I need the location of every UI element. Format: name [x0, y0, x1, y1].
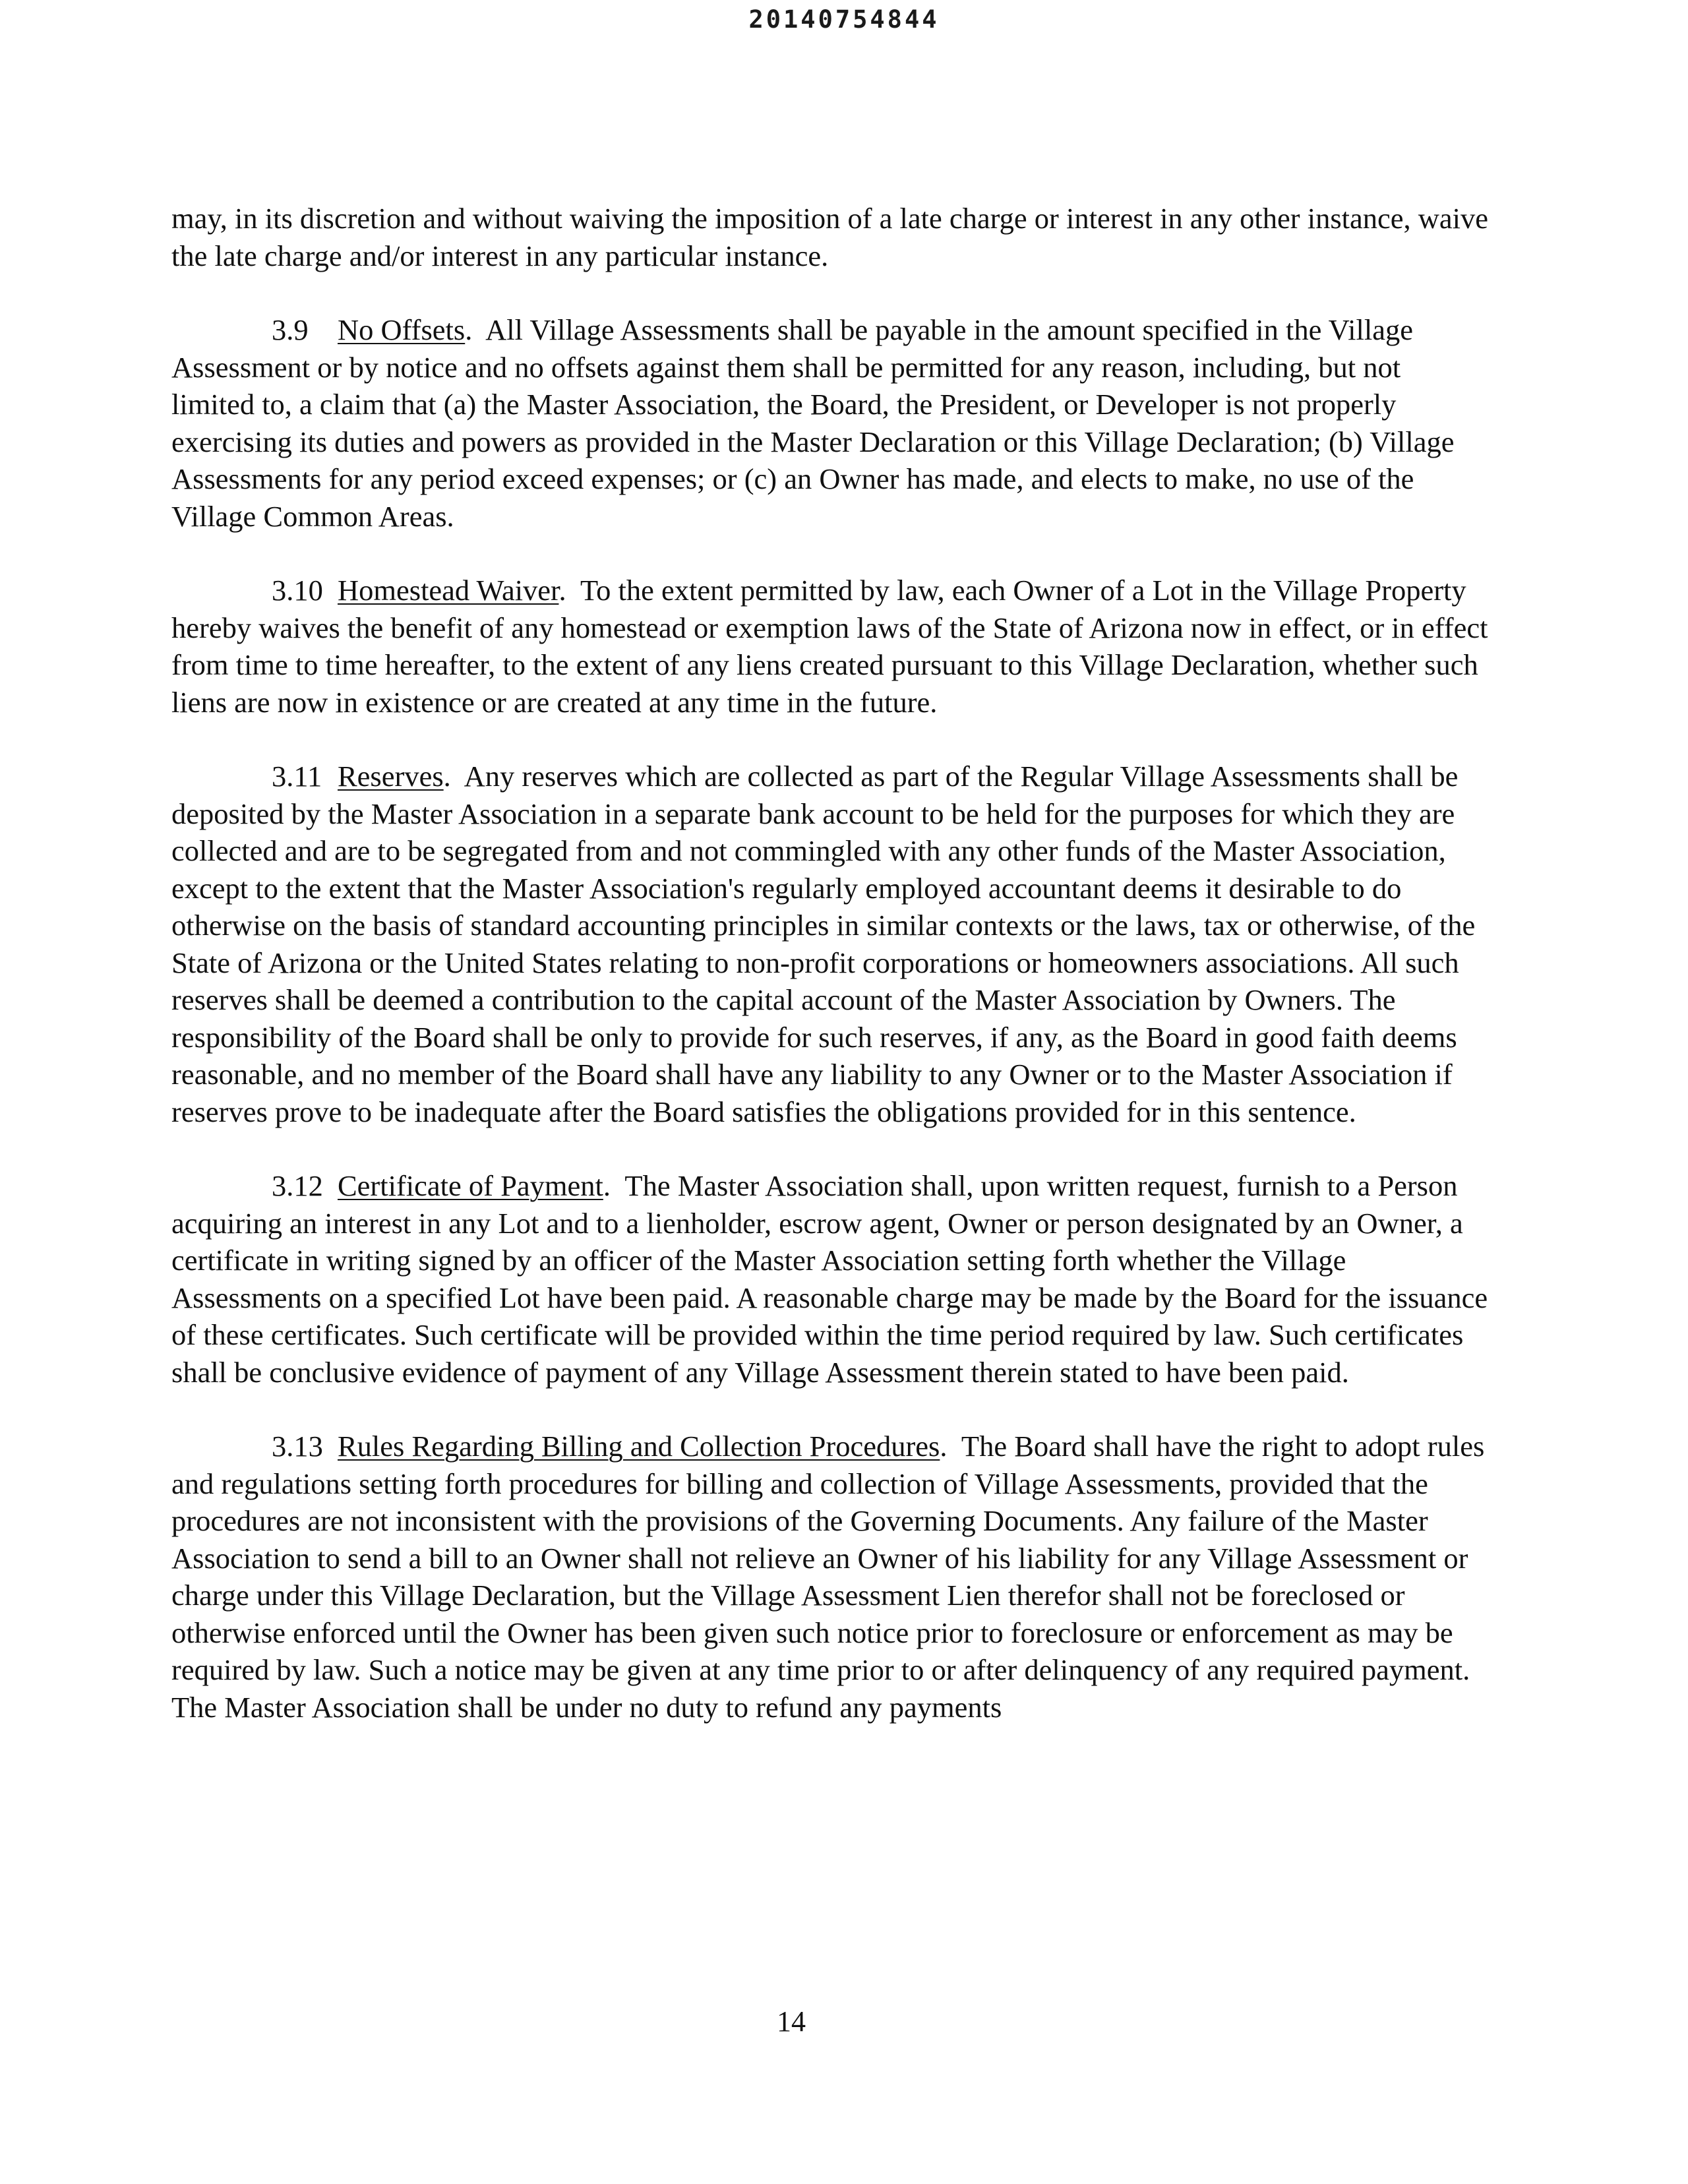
- document-number: 20140754844: [748, 5, 940, 34]
- section-3-9: 3.9 No Offsets. All Village Assessments shall be payable in the amount specified in the Village Assessment or by notice and no offsets against them shall be permitted for any reason, including, but not limited to, a claim that (a) the Master Association, the Board, the President, or Developer is not properly exercising its duties and powers as provided in the Master Declaration or this Village Declaration; (b) Village Assessments for any period exceed expenses; or (c) an Owner has made, and elects to make, no use of the Village Common Areas.: [171, 311, 1490, 535]
- section-title: Rules Regarding Billing and Collection Procedures: [338, 1430, 940, 1463]
- section-number: 3.11: [272, 760, 322, 793]
- intro-paragraph: [171, 200, 1490, 274]
- section-3-12: 3.12 Certificate of Payment. The Master Association shall, upon written request, furnish to a Person acquiring an interest in any Lot and to a lienholder, escrow agent, Owner or person designated by an Owner, a certificate in writing signed by an officer of the Master Association setting forth whether the Village Assessments on a specified Lot have been paid. A reasonable charge may be made by the Board for the issuance of these certificates. Such certificate will be provided within the time period required by law. Such certificates shall be conclusive evidence of payment of any Village Assessment therein stated to have been paid.: [171, 1167, 1490, 1391]
- section-body: The Master Association shall, upon written request, furnish to a Person acquiring an interest in any Lot and to a lienholder, escrow agent, Owner or person designated by an Owner, a certificate in writing signed by an officer of the Master Association setting forth whether the Village Assessments on a specified Lot have been paid. A reasonable charge may be made by the Board for the issuance of these certificates. Such certificate will be provided within the time period required by law. Such certificates shall be conclusive evidence of payment of any Village Assessment therein stated to have been paid.: [171, 1169, 1488, 1389]
- section-body: The Board shall have the right to adopt rules and regulations setting forth procedures for billing and collection of Village Assessments, provided that the procedures are not inconsistent with the provisions of the Governing Documents. Any failure of the Master Association to send a bill to an Owner shall not relieve an Owner of his liability for any Village Assessment or charge under this Village Declaration, but the Village Assessment Lien therefor shall not be foreclosed or otherwise enforced until the Owner has been given such notice prior to foreclosure or enforcement as may be required by law. Such a notice may be given at any time prior to or after delinquency of any required payment. The Master Association shall be under no duty to refund any payments: [171, 1430, 1485, 1724]
- section-number: 3.10: [272, 574, 323, 607]
- section-title: Homestead Waiver: [338, 574, 559, 607]
- section-body: To the extent permitted by law, each Owner of a Lot in the Village Property hereby waives the benefit of any homestead or exemption laws of the State of Arizona now in effect, or in effect from time to time hereafter, to the extent of any liens created pursuant to this Village Declaration, whether such liens are now in existence or are created at any time in the future.: [171, 574, 1488, 719]
- section-3-11: 3.11 Reserves. Any reserves which are collected as part of the Regular Village Assessments shall be deposited by the Master Association in a separate bank account to be held for the purposes for which they are collected and are to be segregated from and not commingled with any other funds of the Master Association, except to the extent that the Master Association's regularly employed accountant deems it desirable to do otherwise on the basis of standard accounting principles in similar contexts or the laws, tax or otherwise, of the State of Arizona or the United States relating to non-profit corporations or homeowners associations. All such reserves shall be deemed a contribution to the capital account of the Master Association by Owners. The responsibility of the Board shall be only to provide for such reserves, if any, as the Board in good faith deems reasonable, and no member of the Board shall have any liability to any Owner or to the Master Association if reserves prove to be inadequate after the Board satisfies the obligations provided for in this sentence.: [171, 758, 1490, 1130]
- section-number: 3.9: [272, 313, 309, 346]
- section-title: Certificate of Payment: [338, 1169, 603, 1202]
- section-3-10: 3.10 Homestead Waiver. To the extent permitted by law, each Owner of a Lot in the Village Property hereby waives the benefit of any homestead or exemption laws of the State of Arizona now in effect, or in effect from time to time hereafter, to the extent of any liens created pursuant to this Village Declaration, whether such liens are now in existence or are created at any time in the future.: [171, 572, 1490, 721]
- section-body: Any reserves which are collected as part of the Regular Village Assessments shall be deposited by the Master Association in a separate bank account to be held for the purposes for which they are collected and are to be segregated from and not commingled with any other funds of the Master Association, except to the extent that the Master Association's regularly employed accountant deems it desirable to do otherwise on the basis of standard accounting principles in similar contexts or the laws, tax or otherwise, of the State of Arizona or the United States relating to non-profit corporations or homeowners associations. All such reserves shall be deemed a contribution to the capital account of the Master Association by Owners. The responsibility of the Board shall be only to provide for such reserves, if any, as the Board in good faith deems reasonable, and no member of the Board shall have any liability to any Owner or to the Master Association if reserves prove to be inadequate after the Board satisfies the obligations provided for in this sentence.: [171, 760, 1476, 1128]
- section-title: Reserves: [338, 760, 444, 793]
- section-title: No Offsets: [338, 313, 466, 346]
- intro-text: may, in its discretion and without waiving the imposition of a late charge or interest in any other instance, waive the late charge and/or interest in any particular instance.: [171, 202, 1489, 272]
- section-number: 3.13: [272, 1430, 323, 1463]
- page-number: 14: [777, 2005, 806, 2038]
- section-body: All Village Assessments shall be payable in the amount specified in the Village Assessment or by notice and no offsets against them shall be permitted for any reason, including, but not limited to, a claim that (a) the Master Association, the Board, the President, or Developer is not properly exercising its duties and powers as provided in the Master Declaration or this Village Declaration; (b) Village Assessments for any period exceed expenses; or (c) an Owner has made, and elects to make, no use of the Village Common Areas.: [171, 313, 1455, 533]
- section-3-13: 3.13 Rules Regarding Billing and Collection Procedures. The Board shall have the right to adopt rules and regulations setting forth procedures for billing and collection of Village Assessments, provided that the procedures are not inconsistent with the provisions of the Governing Documents. Any failure of the Master Association to send a bill to an Owner shall not relieve an Owner of his liability for any Village Assessment or charge under this Village Declaration, but the Village Assessment Lien therefor shall not be foreclosed or otherwise enforced until the Owner has been given such notice prior to foreclosure or enforcement as may be required by law. Such a notice may be given at any time prior to or after delinquency of any required payment. The Master Association shall be under no duty to refund any payments: [171, 1428, 1490, 1726]
- section-number: 3.12: [272, 1169, 323, 1202]
- document-body: [171, 200, 1490, 1763]
